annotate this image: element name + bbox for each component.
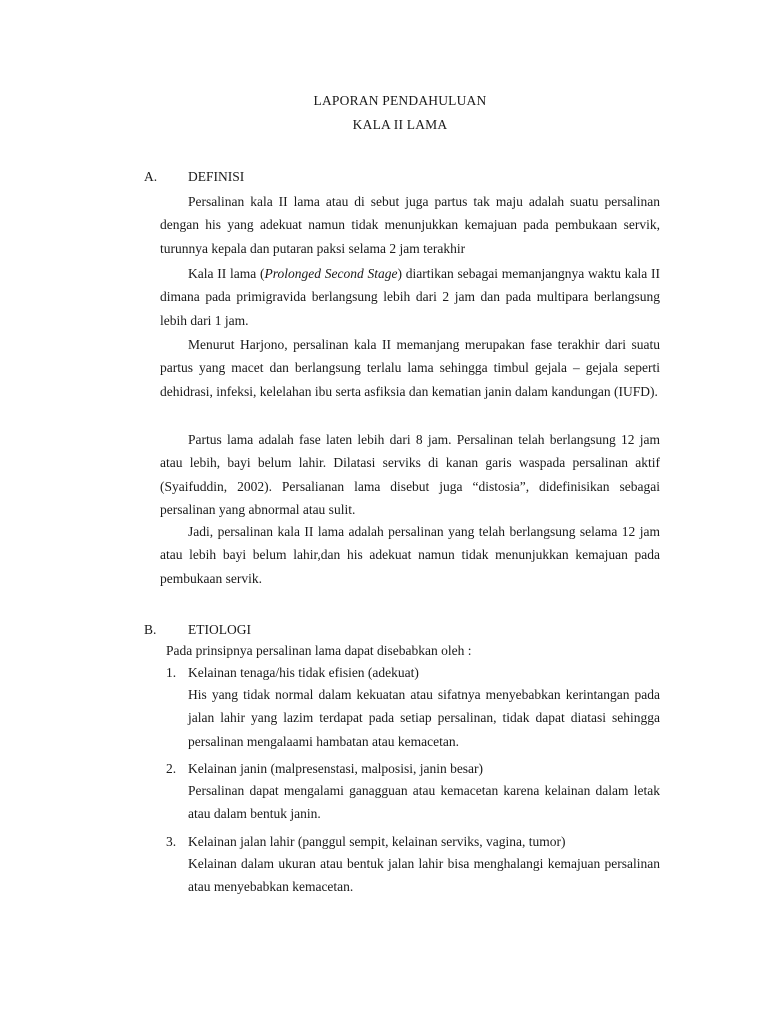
list-item-number: 2. bbox=[166, 761, 177, 776]
paragraph-text: Kala II lama ( bbox=[188, 266, 265, 281]
definition-paragraph-4: Partus lama adalah fase laten lebih dari 8 jam. Persalinan telah berlangsung 12 jam atau lebih, bayi belum lahir. Dilatasi serviks di kanan garis waspada persalinan aktif (Syaifuddin, 2002). Persalianan lama disebut juga “distosia”, didefinisikan sebagai persalinan yang abnormal atau sulit. bbox=[160, 432, 660, 517]
list-item-title: Kelainan janin (malpresenstasi, malposisi, janin besar) bbox=[188, 761, 484, 776]
definition-paragraph-1: Persalinan kala II lama atau di sebut juga partus tak maju adalah suatu persalinan dengan his yang adekuat namun tidak menunjukkan kemajuan pada pembukaan servik, turunnya kepala dan putaran paksi selama 2 jam terakhir bbox=[160, 194, 660, 256]
document-title: LAPORAN PENDAHULUAN bbox=[313, 93, 487, 108]
section-a-letter: A. bbox=[144, 169, 158, 184]
list-item-title: Kelainan jalan lahir (panggul sempit, kelainan serviks, vagina, tumor) bbox=[188, 834, 566, 849]
section-a-heading: DEFINISI bbox=[188, 169, 245, 184]
italic-term: Prolonged Second Stage bbox=[264, 266, 398, 281]
list-item-number: 1. bbox=[166, 665, 177, 680]
document-subtitle: KALA II LAMA bbox=[352, 117, 448, 132]
section-b-letter: B. bbox=[144, 622, 157, 637]
list-item-number: 3. bbox=[166, 834, 177, 849]
definition-paragraph-5: Jadi, persalinan kala II lama adalah persalinan yang telah berlangsung selama 12 jam atau lebih bayi belum lahir,dan his adekuat namun tidak menunjukkan kemajuan pada pembukaan servik. bbox=[160, 524, 660, 586]
list-item-body: Persalinan dapat mengalami ganagguan atau kemacetan karena kelainan dalam letak atau dalam bentuk janin. bbox=[188, 783, 660, 822]
list-item-body: Kelainan dalam ukuran atau bentuk jalan lahir bisa menghalangi kemajuan persalinan atau menyebabkan kemacetan. bbox=[188, 856, 660, 895]
paragraph-text: ) diartikan sebagai memanjangnya waktu kala II dimana pada primigravida berlangsung lebih dari 2 jam dan pada multipara berlangsung lebih dari 1 jam. bbox=[160, 266, 660, 328]
etiology-intro: Pada prinsipnya persalinan lama dapat disebabkan oleh : bbox=[166, 643, 472, 658]
definition-paragraph-2 bbox=[160, 262, 660, 332]
list-item-body: His yang tidak normal dalam kekuatan atau sifatnya menyebabkan kerintangan pada jalan lahir yang lazim terdapat pada setiap persalinan, tidak dapat diatasi sehingga persalinan mengalaami hambatan atau kemacetan. bbox=[188, 687, 660, 749]
section-b-heading: ETIOLOGI bbox=[188, 622, 251, 637]
definition-paragraph-3: Menurut Harjono, persalinan kala II memanjang merupakan fase terakhir dari suatu partus yang macet dan berlangsung terlalu lama sehingga timbul gejala – gejala seperti dehidrasi, infeksi, kelelahan ibu serta asfiksia dan kematian janin dalam kandungan (IUFD). bbox=[160, 337, 660, 399]
list-item-title: Kelainan tenaga/his tidak efisien (adekuat) bbox=[188, 665, 419, 680]
